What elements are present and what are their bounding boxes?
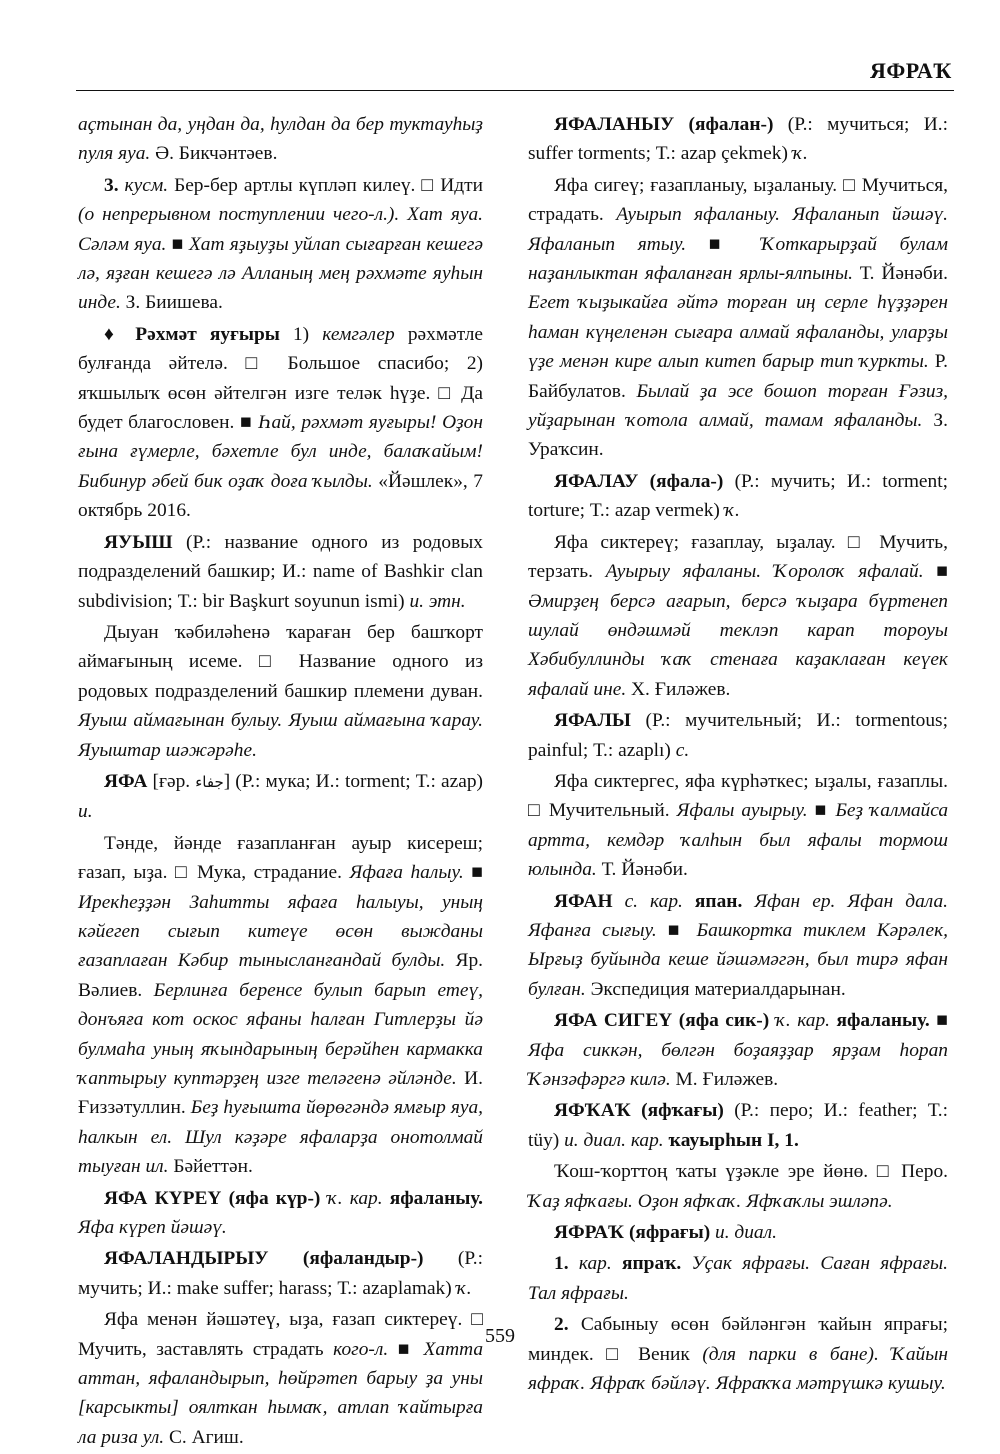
entry-definition: Яфа сиктереү; ғазаплау, ыҙалау. □ Мучить, терзать. Ауырыу яфаланы. Ҡоролоҡ яфалай. ■ Әмирҙең берсә ағарып, берсә ҡыҙара бүртенеп шулай өндәшмәй теклэп карап тороуы Хәбибуллинды ҡаҡ стенаға каҙаклаған кеүек яфалай ине. Х. Ғиләжев. bbox=[528, 531, 948, 700]
entry-definition: Яфа сиктергес, яфа күрһәткес; ыҙалы, ғазаплы. □ Мучительный. Яфалы ауырыу. ■ Беҙ ҡалмайса артта, кемдәр ҡалһын был яфалы тормош юлында. Т. Йәнәби. bbox=[528, 770, 949, 881]
entry-definition: Яфа менән йәшәтеү, ыҙа, ғазап сиктереү. □ Мучить, заставлять страдать кого-л. ■ Хатта аттан, яфаландырып, һөйрәтеп барыу ҙа уны [карсыкты] оялткан һымаҡ, атлап ҡайтырға ла риза ул. С. Агиш. bbox=[78, 1309, 484, 1448]
page-number: 559 bbox=[485, 1325, 515, 1347]
entry-sense-1: 1. кар. япраҡ. Уҫак яфрағы. Саған яфрағы. Тал яфрағы. bbox=[528, 1253, 948, 1304]
entry-headword: ЯФАЛАНДЫРЫУ (яфаландыр-) (Р.: мучить; И.: make suffer; harass; Т.: azaplamak) ҡ. bbox=[78, 1248, 483, 1299]
arabic-etymon: جفاء bbox=[195, 772, 224, 791]
entry-headword: ЯФА КҮРЕҮ (яфа күр-) ҡ. кар. яфаланыу. Яфа күреп йәшәү. bbox=[78, 1187, 484, 1239]
left-column bbox=[78, 110, 483, 1454]
right-column bbox=[528, 110, 948, 1400]
entry-phrase: ♦ Рәхмәт яуғыры 1) кемгәлер рәхмәтле булғанда әйтелә. □ Большое спасибо; 2) яҡшылыҡ өсөн әйтелгән изге теләк һүҙе. □ Да будет благословен. ■ Һай, рәхмәт яуғыры! Оҙон ғына ғүмерле, бәхетле бул инде, балаҡайым! Бибинур әбей бик оҙаҡ доға ҡылды. «Йәшлек», 7 октябрь 2016. bbox=[78, 323, 484, 522]
entry-headword: ЯФАН с. кар. япан. Яфан ер. Яфан дала. Яфанға сығыу. ■ Башкортка тиклем Кәрәлек, Ырғыҙ буйында кеше йәшәмәгән, был тирә яфан булған. Экспедиция материалдарынан. bbox=[528, 890, 949, 1000]
entry-definition: Дыуан ҡәбиләһенә ҡараған бер башҡорт аймағының исеме. □ Название одного из родовых подразделений башкир племени дуван. Яуыш аймағынан булыу. Яуыш аймағына ҡарау. Яуыштар шәжәрәһе. bbox=[78, 621, 483, 761]
entry-headword: ЯУЫШ (Р.: название одного из родовых подразделений башкир; И.: name of Bashkir clan subdivision; Т.: bir Başkurt soyunun ismi) и. этн. bbox=[78, 531, 483, 612]
entry-headword: ЯФАЛЫ (Р.: мучительный; И.: tormentous; painful; Т.: azaplı) с. bbox=[528, 710, 948, 761]
entry-headword: ЯФА СИГЕҮ (яфа сик-) ҡ. кар. яфаланыу. ■ Яфа сиккән, бөлгән боҙаяҙҙар ярҙам һорап Ҡәнзәфәргә килә. М. Ғиләжев. bbox=[528, 1010, 948, 1090]
entry-definition: Ҡош-ҡорттоң ҡаты үҙәкле эре йөнө. □ Перо. Ҡаҙ яфҡағы. Оҙон яфҡаҡ. Яфҡаҡлы эшләпә. bbox=[528, 1161, 949, 1212]
entry-headword: ЯФРАҠ (яфрағы) и. диал. bbox=[554, 1222, 777, 1244]
entry-headword: ЯФА [ғәр. جفاء] (Р.: мука; И.: torment; Т.: azap) и. bbox=[78, 770, 483, 823]
entry-headword: ЯФАЛАУ (яфала-) (Р.: мучить; И.: torment; torture; Т.: azap vermek) ҡ. bbox=[528, 470, 949, 522]
running-head: ЯФРАҠ bbox=[869, 58, 952, 83]
header-rule bbox=[76, 90, 954, 91]
entry-headword: ЯФАЛАНЫУ (яфалан-) (Р.: мучиться; И.: suffer torments; Т.: azap çekmek) ҡ. bbox=[528, 114, 948, 165]
entry-definition: Тәнде, йәнде ғазапланған ауыр кисереш; ғазап, ыҙа. □ Мука, страдание. Яфаға һалыу. ■ Ирекһеҙҙән Заһитты яфаға һалыуы, уның кәйегеп сығып китеүе өсөн выжданы ғазаплаған Кәбир тынысланғандай булды. Яр. Вәлиев. Берлинға беренсе булып барып етеү, донъяға кот оскос яфаны һалған Гитлерҙы йә булмаһа уның яҡындарының берәйһен кармакка ҡаптырыу куптәрҙең изге теләгенә әйләнде. И. Ғиззәтуллин. Беҙ һуғышта йөрөгәндә ямғыр яуа, һалкын ел. Шул кәҙәре яфаларҙа онотолмай тыуған ил. Бәйеттән. bbox=[78, 832, 483, 1178]
entry-sense-3: 3. кусм. Бер-бер артлы күпләп килеү. □ Идти (о непрерывном поступлении чего-л.). Хат яуа. Сәләм яуа. ■ Хат яҙыуҙы уйлап сығарған кешегә лә, яҙған кешегә лә Алланың мең рәхмәте яуһын инде. З. Биишева. bbox=[78, 174, 484, 314]
entry-headword: ЯФҠАҠ (яфҡағы) (Р.: перо; И.: feather; Т.: tüy) и. диал. кар. ҡауырһын I, 1. bbox=[528, 1100, 949, 1151]
entry-definition: Яфа сигеү; ғазапланыу, ыҙаланыу. □ Мучиться, страдать. Ауырып яфаланыу. Яфаланып йәшәү. Яфаланып ятыу. ■ Ҡоткарырҙай булам наҙанлыктан яфаланған ярлы-ялпыны. Т. Йәнәби. Егет ҡыҙыкайға әйтә торған иң серле һүҙҙәрен һаман күңеленән сығара алмай яфаланды, уларҙы үҙе менән кире алып китеп барыр тип ҡуркты. Р. Байбулатов. Былай ҙа эсе бошоп торған Ғәзиз, уйҙарынан ҡотола алмай, тамам яфаланды. З. Ураҡсин. bbox=[528, 174, 949, 461]
entry-sense-2: 2. Сабыныу өсөн бәйләнгән ҡайын япрағы; миндек. □ Веник (для парки в бане). Ҡайын яфраҡ. Яфраҡ бәйләү. Яфраҡҡа мәтрүшкә кушыу. bbox=[528, 1314, 948, 1395]
entry-continuation: аҫтынан да, уңдан да, һулдан да бер туктауһыҙ пуля яуа. Ә. Бикчәнтәев. bbox=[78, 114, 483, 165]
